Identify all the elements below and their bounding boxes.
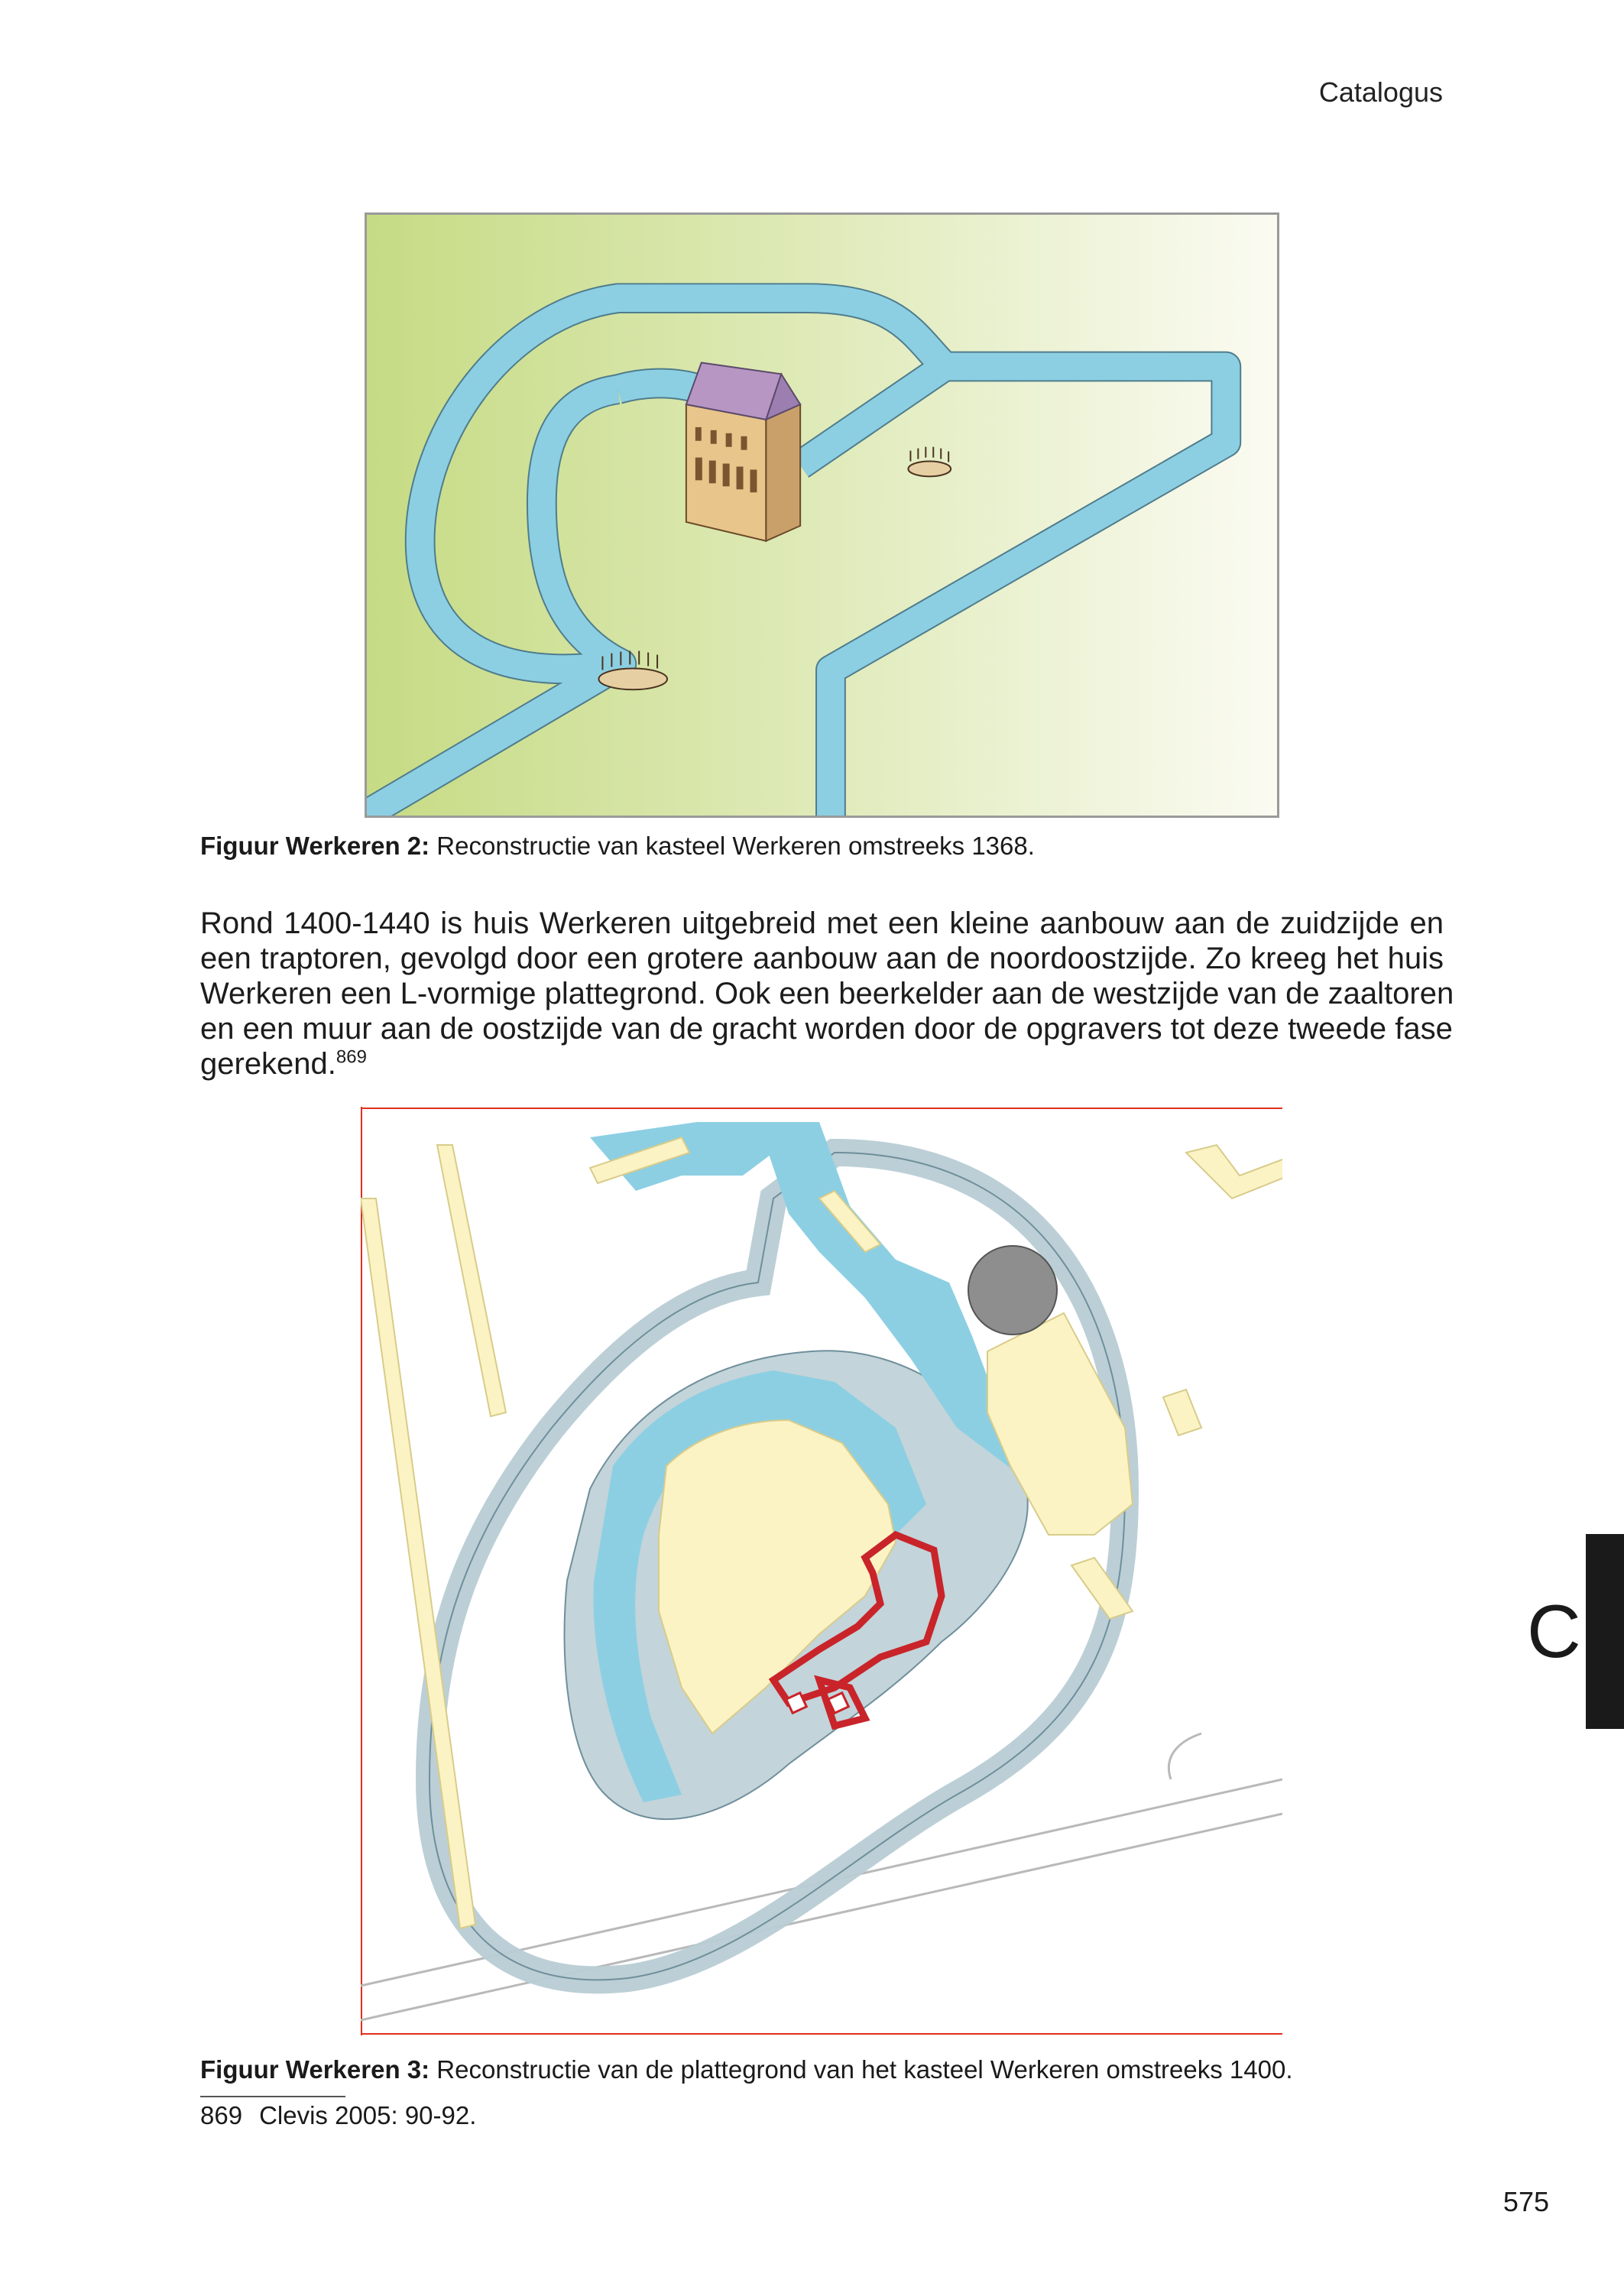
castle-plan-map [361, 1107, 1282, 2035]
round-tower-icon [968, 1246, 1057, 1335]
paragraph-line: een traptoren, gevolgd door een grotere aanbouw aan de noordoostzijde. Zo kreeg het huis [200, 942, 1444, 975]
paragraph-line: en een muur aan de oostzijde van de gracht worden door de opgravers tot deze tweede fase [200, 1012, 1453, 1046]
paragraph-line: Rond 1400-1440 is huis Werkeren uitgebreid met een kleine aanbouw aan de zuidzijde en [200, 906, 1444, 940]
figure-3-caption [200, 2055, 1293, 2085]
footnote-reference: 869 [335, 1046, 367, 1068]
castle-reconstruction-illustration [367, 215, 1277, 816]
figure-2-caption [200, 831, 1035, 861]
paragraph-line: Werkeren een L-vormige plattegrond. Ook een beerkelder aan de westzijde van de zaaltoren [200, 977, 1454, 1010]
chapter-letter: C [1527, 1589, 1581, 1673]
footnote-number: 869 [200, 2101, 243, 2129]
castle-tower-icon [686, 363, 800, 541]
paragraph-line-text: gerekend. [200, 1047, 336, 1081]
footnote-separator [200, 2096, 345, 2097]
footnote [200, 2100, 476, 2131]
caption-text: Reconstructie van kasteel Werkeren omstreeks 1368. [430, 832, 1035, 860]
paragraph-line-last [200, 1046, 1444, 1082]
caption-label: Figuur Werkeren 3: [200, 2055, 430, 2084]
footnote-text: Clevis 2005: 90-92. [259, 2101, 477, 2129]
caption-text: Reconstructie van de plattegrond van het kasteel Werkeren omstreeks 1400. [430, 2055, 1293, 2084]
caption-label: Figuur Werkeren 2: [200, 832, 430, 860]
page-number: 575 [1502, 2186, 1549, 2217]
chapter-thumb-tab [1586, 1534, 1624, 1729]
body-paragraph [200, 906, 1454, 1082]
figure-castle-plan-1400 [361, 1107, 1282, 2035]
running-head: Catalogus [1318, 76, 1443, 108]
figure-castle-reconstruction-1368 [365, 212, 1279, 818]
